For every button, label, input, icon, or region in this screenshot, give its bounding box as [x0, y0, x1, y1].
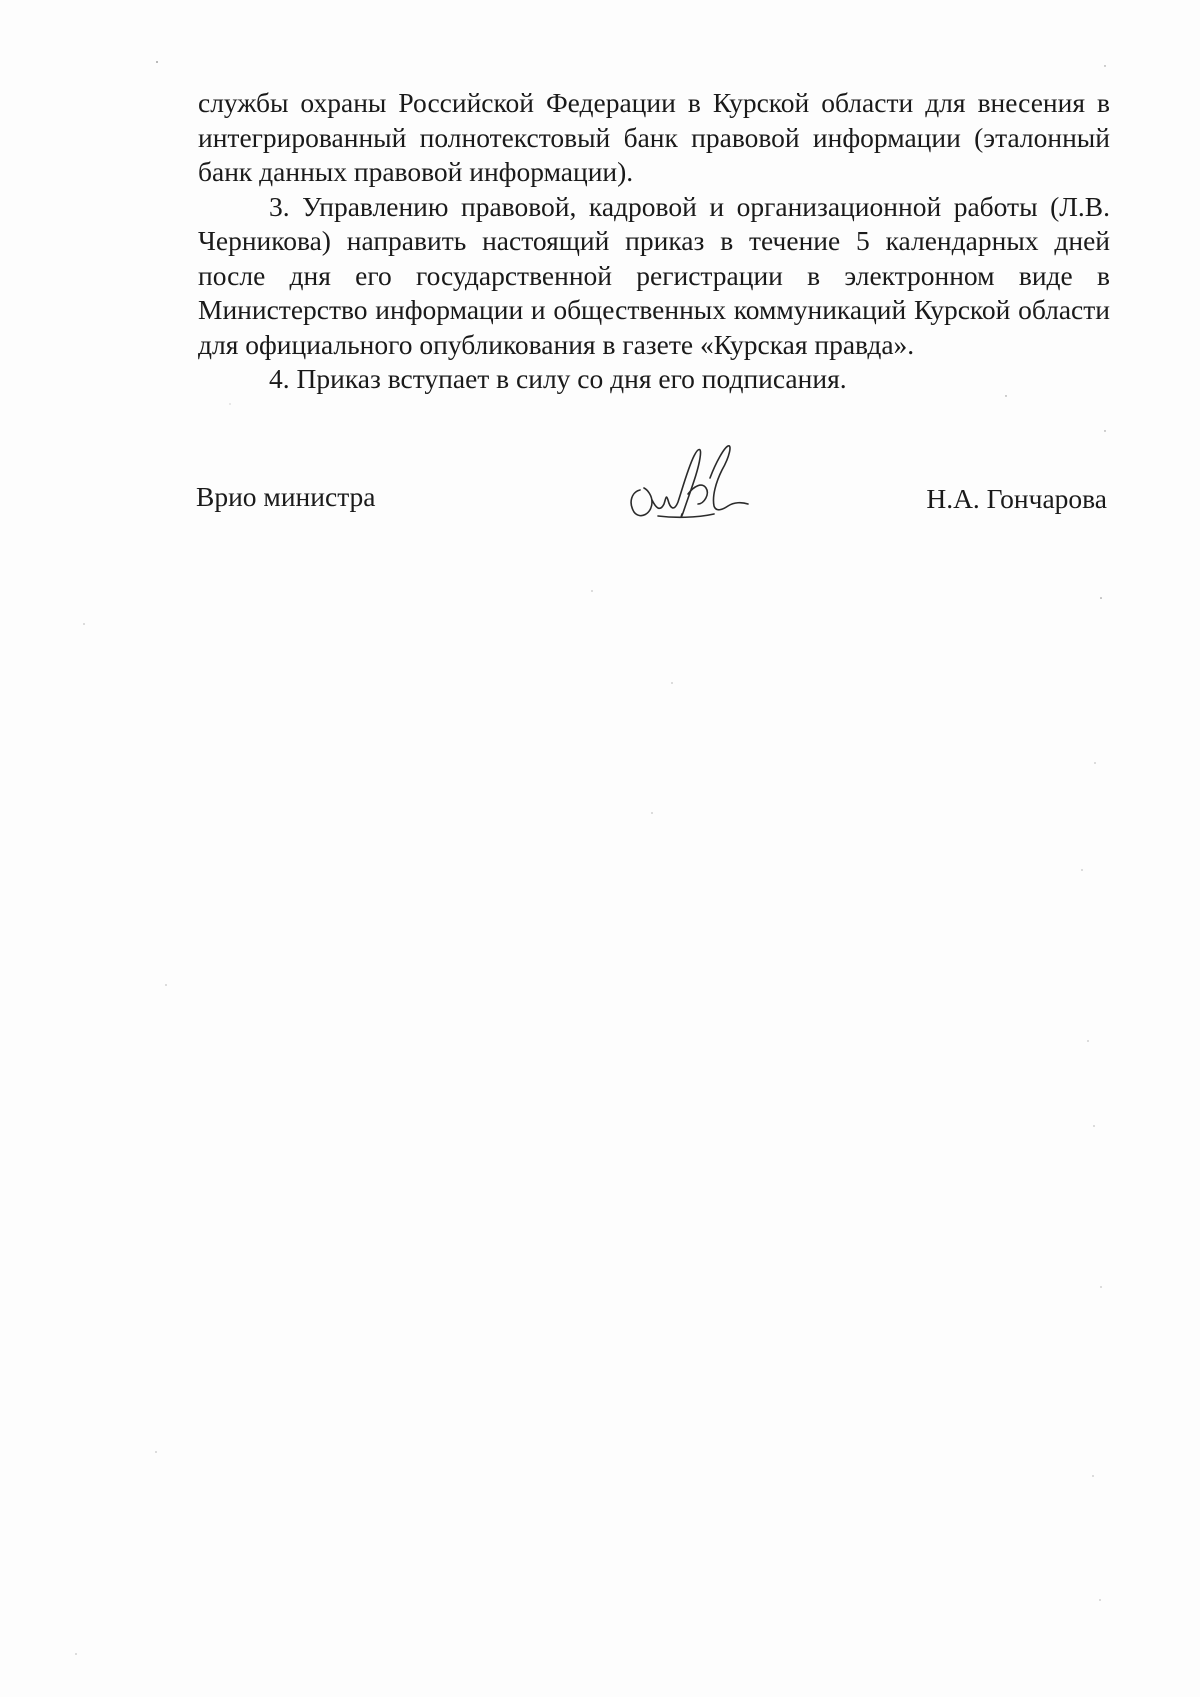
signatory-position: Врио министра — [196, 481, 376, 512]
signatory-name: Н.А. Гончарова — [926, 483, 1107, 514]
paragraph-item-4: 4. Приказ вступает в силу со дня его подписания. — [269, 363, 847, 394]
handwritten-signature — [618, 438, 758, 528]
signature-block — [0, 480, 1200, 540]
paragraph-continuation: службы охраны Российской Федерации в Курской области для внесения в интегрированный полнотекстовый банк правовой информации (эталонный банк данных правовой информации). — [198, 87, 1110, 187]
paragraph-item-3: 3. Управлению правовой, кадровой и организационной работы (Л.В. Черникова) направить настоящий приказ в течение 5 календарных дней после дня его государственной регистрации в электронном виде в Министерство информации и общественных коммуникаций Курской области для официального опубликования в газете «Курская правда». — [198, 190, 1110, 360]
document-body — [198, 86, 1110, 397]
